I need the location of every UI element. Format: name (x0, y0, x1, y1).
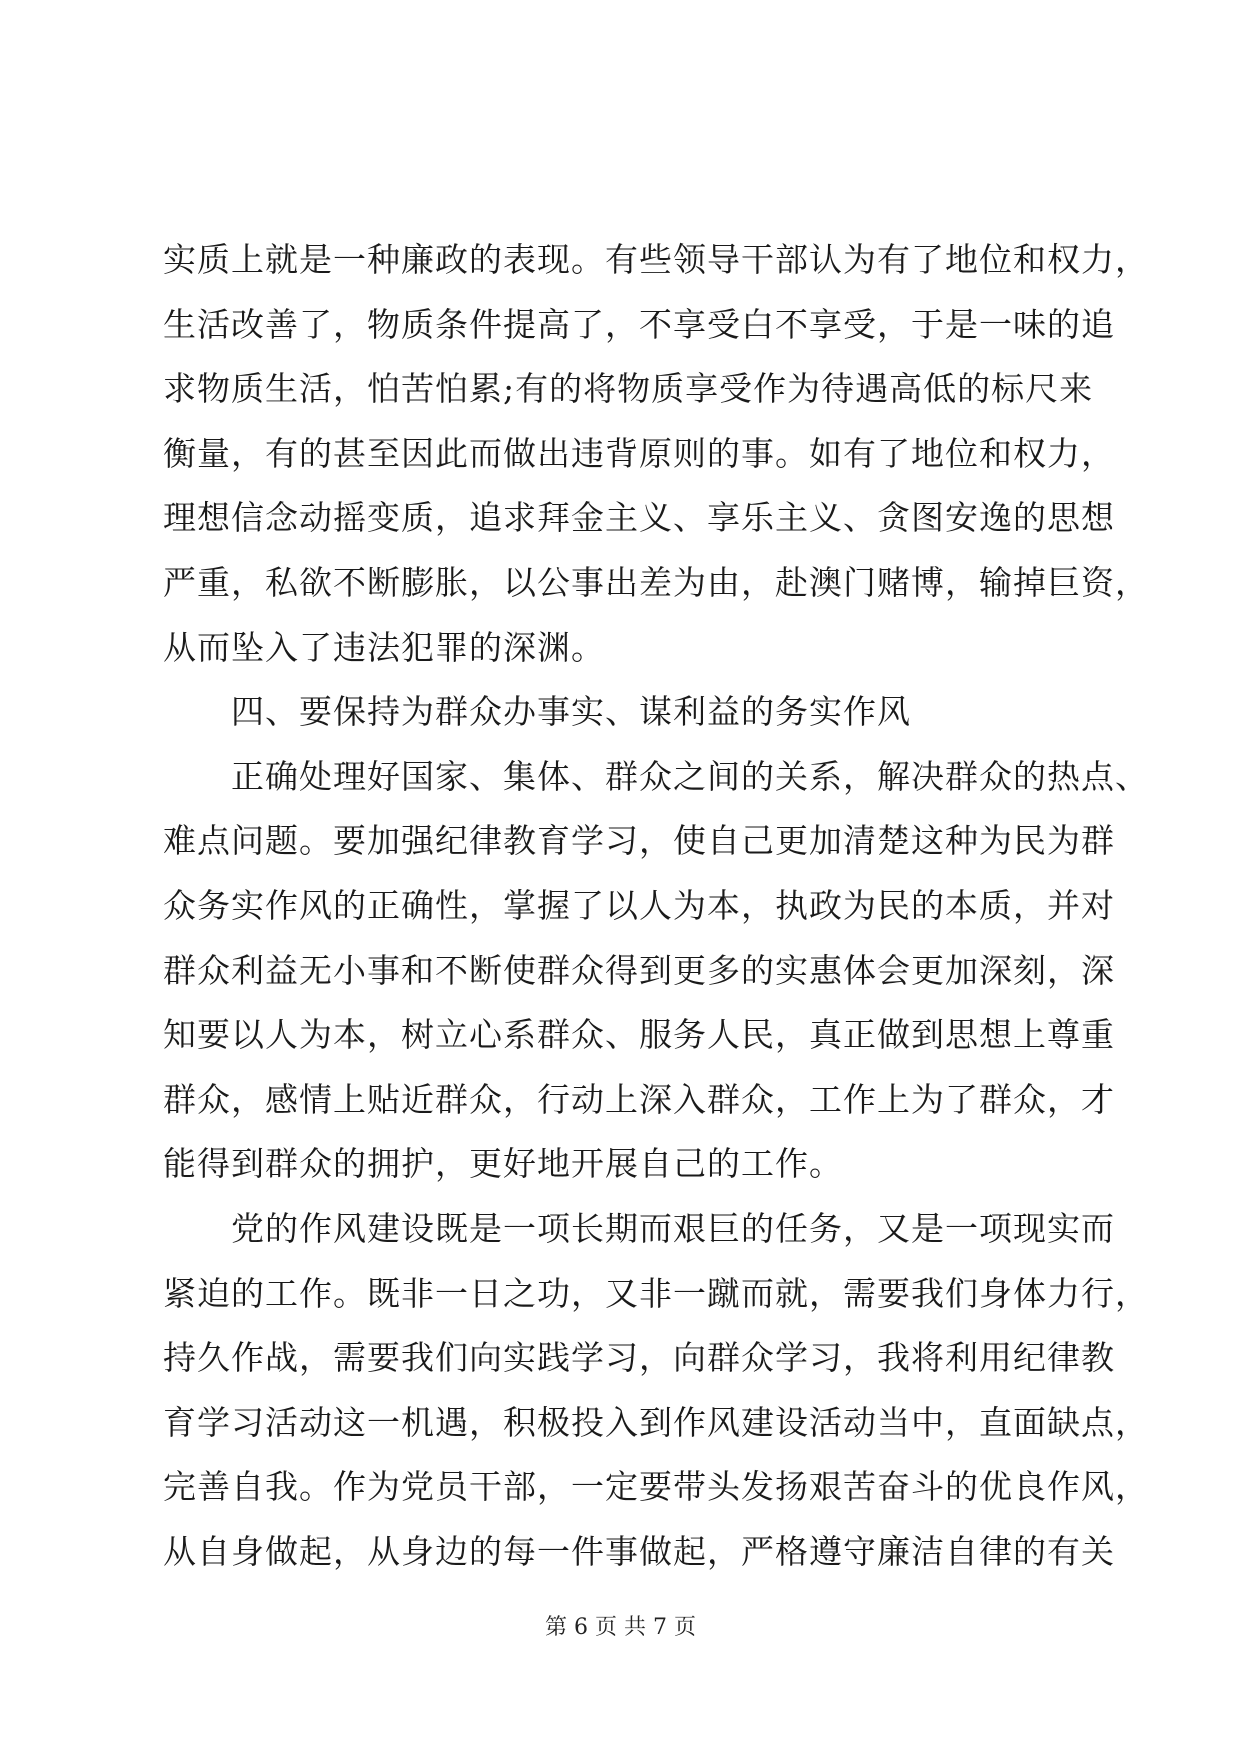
text-line: 衡量，有的甚至因此而做出违背原则的事。如有了地位和权力， (163, 433, 1115, 473)
page-footer: 第 6 页 共 7 页 (545, 1615, 696, 1640)
text-line: 实质上就是一种廉政的表现。有些领导干部认为有了地位和权力， (163, 240, 1149, 279)
text-line: 严重，私欲不断膨胀，以公事出差为由，赴澳门赌博，输掉巨资， (163, 562, 1149, 602)
text-line: 群众利益无小事和不断使群众得到更多的实惠体会更加深刻，深 (163, 950, 1115, 990)
text-line: 求物质生活，怕苦怕累;有的将物质享受作为待遇高低的标尺来 (163, 369, 1094, 409)
body-text (163, 228, 1149, 1584)
text-line: 知要以人为本，树立心系群众、服务人民，真正做到思想上尊重 (163, 1015, 1115, 1055)
text-line: 正确处理好国家、集体、群众之间的关系，解决群众的热点、 (163, 756, 1149, 796)
text-line: 难点问题。要加强纪律教育学习，使自己更加清楚这种为民为群 (163, 821, 1115, 861)
text-line: 生活改善了，物质条件提高了，不享受白不享受，于是一味的追 (163, 304, 1115, 344)
text-line: 从自身做起，从身边的每一件事做起，严格遵守廉洁自律的有关 (163, 1531, 1115, 1571)
text-line: 完善自我。作为党员干部，一定要带头发扬艰苦奋斗的优良作风， (163, 1467, 1149, 1507)
text-line: 育学习活动这一机遇，积极投入到作风建设活动当中，直面缺点， (163, 1402, 1149, 1442)
text-line: 从而坠入了违法犯罪的深渊。 (163, 627, 605, 667)
text-line: 持久作战，需要我们向实践学习，向群众学习，我将利用纪律教 (163, 1338, 1115, 1378)
text-line: 能得到群众的拥护，更好地开展自己的工作。 (163, 1144, 843, 1184)
text-line: 理想信念动摇变质，追求拜金主义、享乐主义、贪图安逸的思想 (163, 498, 1115, 538)
section-heading: 四、要保持为群众办事实、谋利益的务实作风 (163, 692, 911, 732)
text-line: 群众，感情上贴近群众，行动上深入群众，工作上为了群众，才 (163, 1079, 1115, 1119)
text-line: 众务实作风的正确性，掌握了以人为本，执政为民的本质，并对 (163, 885, 1115, 925)
text-line: 党的作风建设既是一项长期而艰巨的任务，又是一项现实而 (163, 1208, 1115, 1248)
text-line: 紧迫的工作。既非一日之功，又非一蹴而就，需要我们身体力行， (163, 1273, 1149, 1313)
